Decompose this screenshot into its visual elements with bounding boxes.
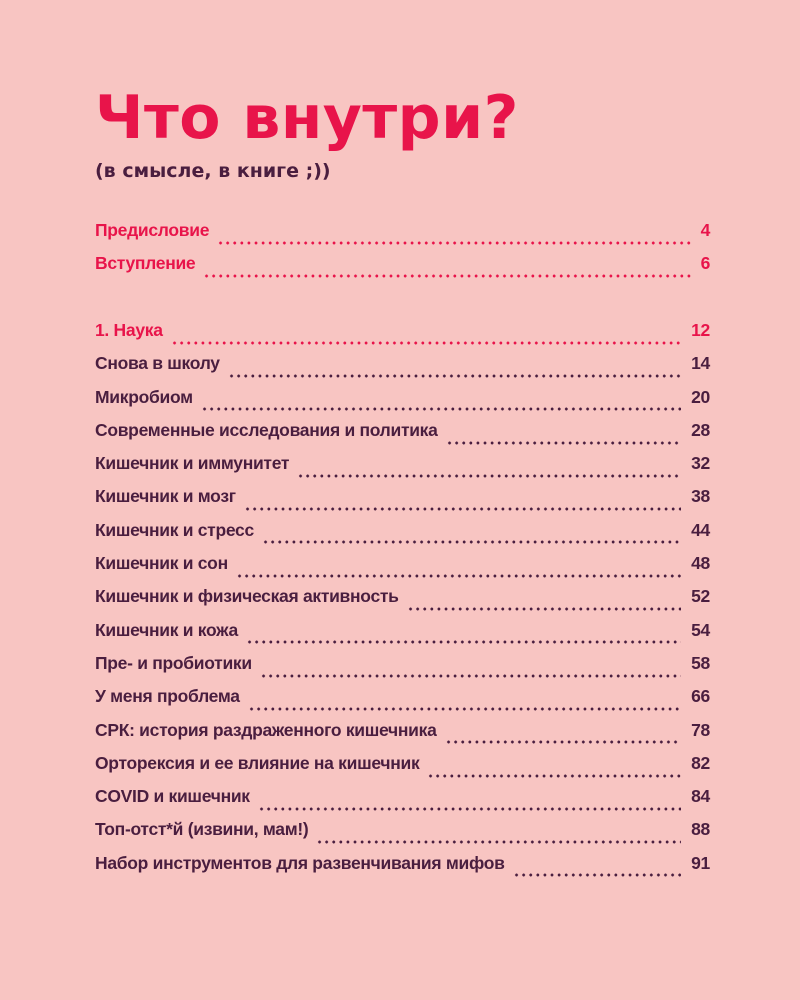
toc-entry-page: 14 [691,353,710,374]
dot-leader [446,441,682,445]
toc-entry[interactable] [95,753,710,786]
toc-intro-list [95,220,710,287]
toc-entry[interactable] [95,586,710,619]
toc-entry[interactable] [95,853,710,886]
toc-entry-label: Кишечник и кожа [95,619,238,640]
dot-leader [297,474,681,478]
toc-entry-label: Предисловие [95,220,210,240]
toc-entry-label: Кишечник и иммунитет [95,453,290,474]
toc-entry-label: Микробиом [95,386,193,407]
toc-entry-page: 91 [691,852,710,873]
dot-leader [201,407,681,411]
dot-leader [258,807,681,811]
dot-leader [407,607,682,611]
toc-entry[interactable] [95,353,710,386]
toc-entry[interactable] [95,620,710,653]
dot-leader [262,540,681,544]
toc-entry[interactable] [95,220,710,253]
toc-entry-page: 66 [691,686,710,707]
dot-leader [260,674,681,678]
toc-entry-label: COVID и кишечник [95,786,250,807]
toc-entry-page: 4 [700,220,710,240]
toc-entry[interactable] [95,420,710,453]
toc-entry-page: 58 [691,652,710,673]
dot-leader [217,241,690,245]
toc-entry[interactable] [95,686,710,719]
dot-leader [244,507,681,511]
toc-entry-label: Кишечник и физическая активность [95,586,399,607]
toc-entry-label: Топ-отст*й (извини, мам!) [95,819,309,840]
toc-entry[interactable] [95,486,710,519]
toc-entry-label: Набор инструментов для развенчивания мифов [95,852,505,873]
toc-entry-page: 48 [691,553,710,574]
toc-entry-label: Кишечник и стресс [95,519,254,540]
toc-entry-page: 28 [691,419,710,440]
toc-entry-page: 12 [691,320,710,340]
toc-entry[interactable] [95,786,710,819]
toc-entry-label: Пре- и пробиотики [95,652,252,673]
toc-entry-label: У меня проблема [95,686,240,707]
page-subtitle: (в смысле, в книге ;)) [95,160,331,182]
contents-page [95,0,710,1000]
toc-entry-label: Кишечник и мозг [95,486,236,507]
toc-entry[interactable] [95,520,710,553]
dot-leader [513,873,682,877]
toc-entry-page: 32 [691,453,710,474]
page-title: Что внутри? [95,83,519,153]
toc-entry-label: Снова в школу [95,353,220,374]
dot-leader [203,274,690,278]
dot-leader [171,341,681,345]
toc-entry-label: Кишечник и сон [95,553,228,574]
toc-entry[interactable] [95,387,710,420]
toc-entry-page: 84 [691,786,710,807]
toc-entry[interactable] [95,553,710,586]
toc-entry-label: 1. Наука [95,320,163,340]
toc-entry-page: 54 [691,619,710,640]
dot-leader [445,740,682,744]
toc-entry-label: СРК: история раздраженного кишечника [95,719,437,740]
dot-leader [246,640,681,644]
toc-entry-page: 20 [691,386,710,407]
toc-entry[interactable] [95,253,710,286]
toc-entry-page: 44 [691,519,710,540]
dot-leader [236,574,681,578]
toc-entry-label: Современные исследования и политика [95,419,438,440]
toc-entry-label: Вступление [95,253,196,274]
toc-entry-page: 78 [691,719,710,740]
toc-section-heading[interactable] [95,320,710,353]
toc-entry[interactable] [95,819,710,852]
toc-entry-page: 6 [700,253,710,274]
dot-leader [248,707,681,711]
dot-leader [228,374,681,378]
toc-entry[interactable] [95,720,710,753]
toc-entry[interactable] [95,653,710,686]
toc-main-list [95,320,710,886]
toc-entry-label: Орторексия и ее влияние на кишечник [95,752,420,773]
toc-entry-page: 82 [691,752,710,773]
toc-entry-page: 52 [691,586,710,607]
dot-leader [427,774,681,778]
toc-entry-page: 88 [691,819,710,840]
toc-entry[interactable] [95,453,710,486]
toc-entry-page: 38 [691,486,710,507]
dot-leader [316,840,681,844]
